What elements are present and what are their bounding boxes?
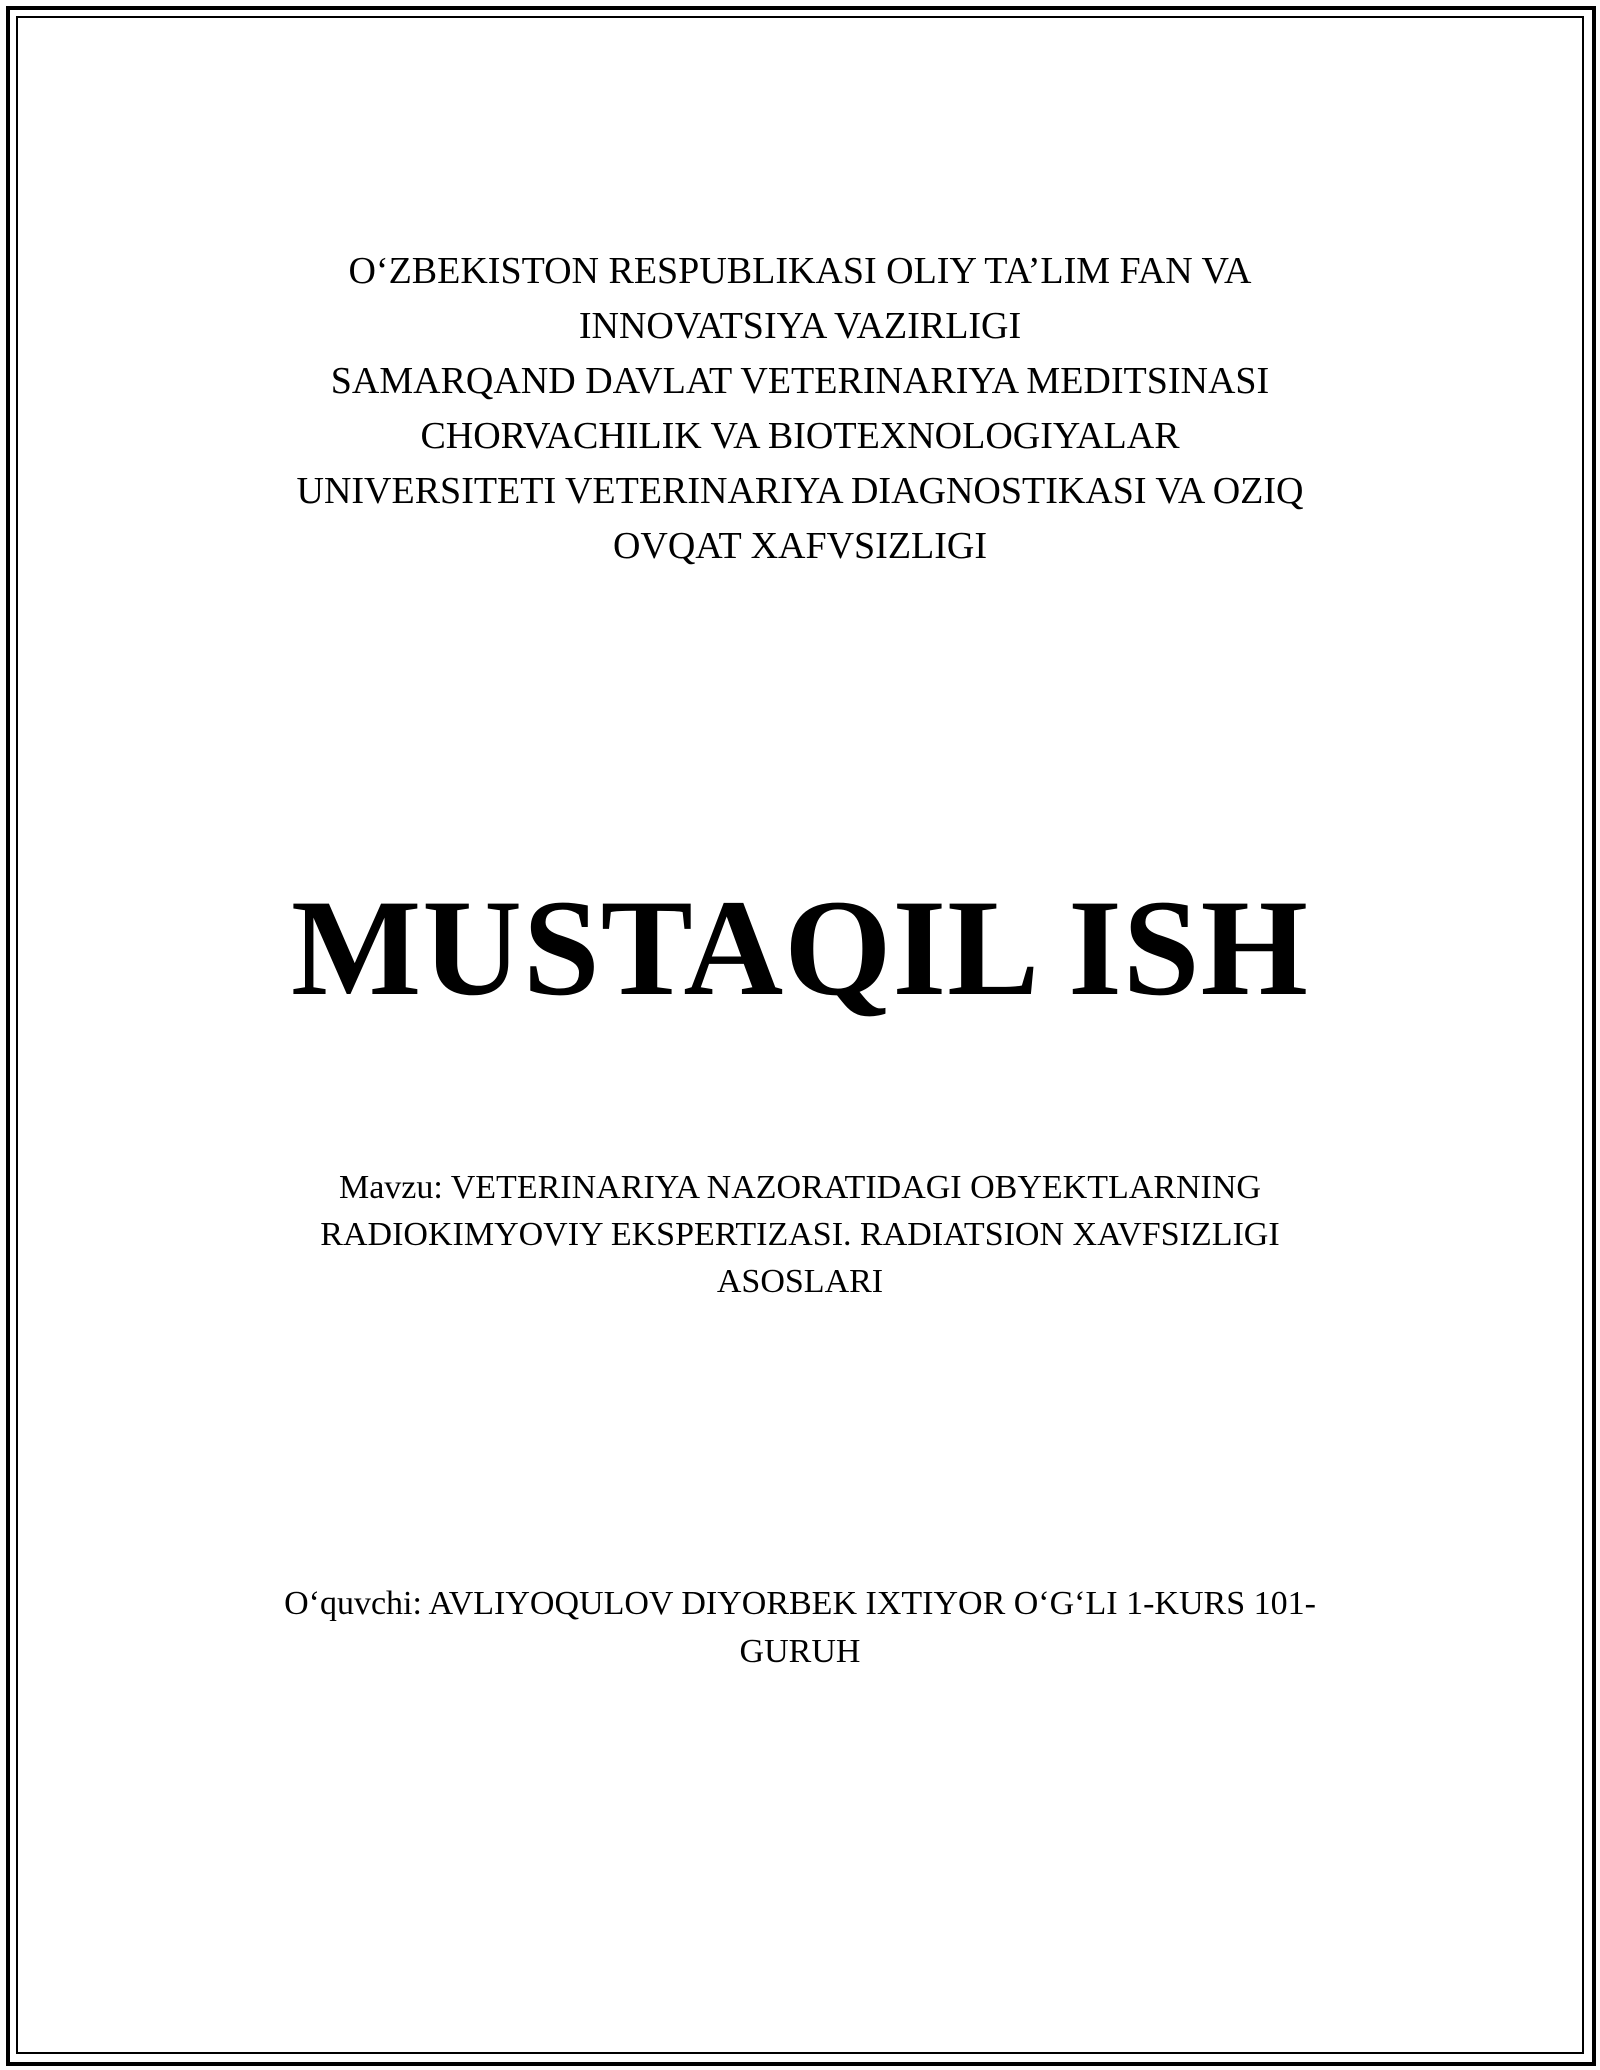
topic-line: Mavzu: VETERINARIYA NAZORATIDAGI OBYEKTLARNING [338,1169,1261,1206]
student-line: O‘quvchi: AVLIYOQULOV DIYORBEK IXTIYOR O‘G‘LI 1-KURS 101- [284,1585,1316,1622]
institution-header [0,244,1600,574]
header-line: CHORVACHILIK VA BIOTEXNOLOGIYALAR [420,415,1180,457]
student-block [0,1580,1600,1676]
header-line: UNIVERSITETI VETERINARIYA DIAGNOSTIKASI VA OZIQ [296,470,1304,512]
topic-block [0,1164,1600,1305]
document-title: MUSTAQIL ISH [291,871,1309,1024]
header-line: SAMARQAND DAVLAT VETERINARIYA MEDITSINASI [330,360,1270,402]
topic-line: ASOSLARI [716,1263,884,1300]
header-line: OVQAT XAFVSIZLIGI [612,525,987,567]
student-line: GURUH [739,1633,861,1670]
header-line: O‘ZBEKISTON RESPUBLIKASI OLIY TA’LIM FAN VA [348,250,1252,292]
topic-line: RADIOKIMYOVIY EKSPERTIZASI. RADIATSION XAVFSIZLIGI [320,1216,1280,1253]
header-line: INNOVATSIYA VAZIRLIGI [578,305,1022,347]
